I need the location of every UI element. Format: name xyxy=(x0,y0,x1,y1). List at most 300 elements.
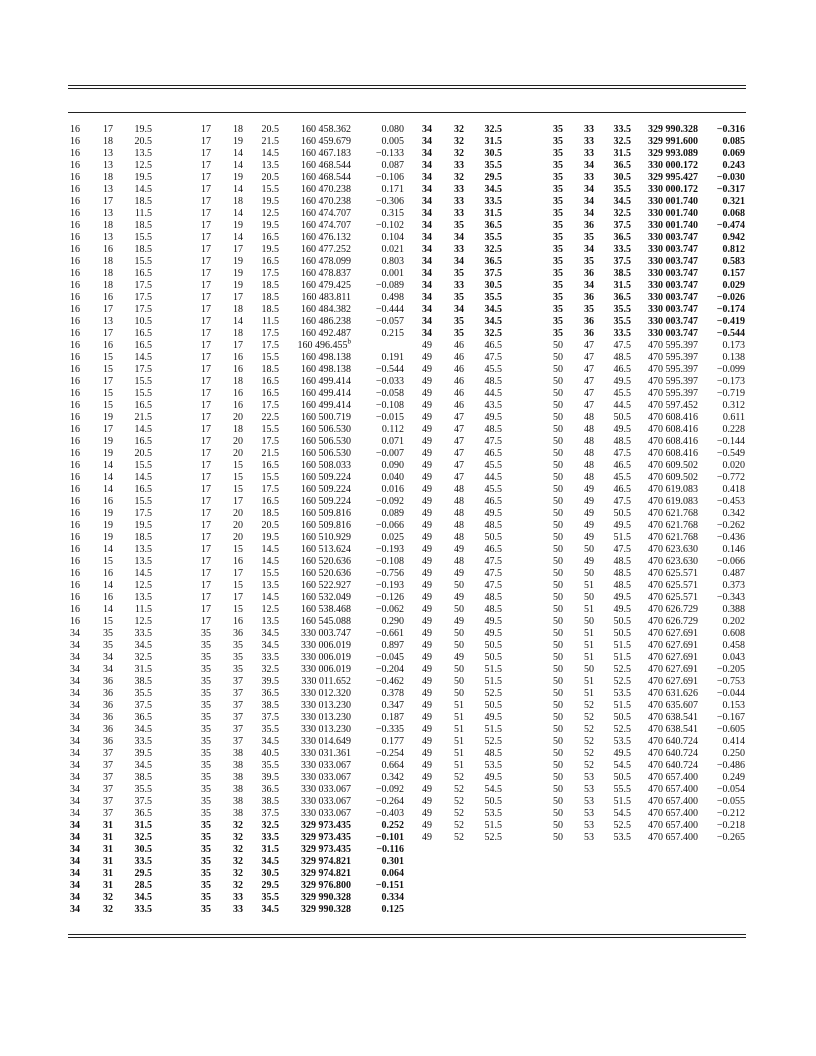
cell-residual: −0.486 xyxy=(716,760,745,771)
cell-j-lower: 35 xyxy=(553,256,563,267)
cell-j-lower: 35 xyxy=(553,268,563,279)
cell-k-upper: 15 xyxy=(103,352,113,363)
cell-j-lower: 35 xyxy=(201,844,211,855)
cell-residual: 0.418 xyxy=(722,484,745,495)
cell-f-upper: 31.5 xyxy=(484,208,502,219)
cell-k-lower: 34 xyxy=(584,280,594,291)
cell-k-lower: 19 xyxy=(233,280,243,291)
cell-frequency: 330 003.747 xyxy=(648,304,698,315)
cell-frequency: 470 638.541 xyxy=(648,712,698,723)
cell-k-upper: 35 xyxy=(454,220,464,231)
cell-f-lower: 34.5 xyxy=(261,904,279,915)
cell-residual: −0.605 xyxy=(716,724,745,735)
cell-j-upper: 34 xyxy=(70,772,80,783)
cell-residual: −0.453 xyxy=(716,496,745,507)
table-row xyxy=(0,316,816,328)
table-row xyxy=(0,460,816,472)
cell-j-upper: 49 xyxy=(422,412,432,423)
cell-f-upper: 20.5 xyxy=(134,448,152,459)
cell-f-lower: 20.5 xyxy=(261,520,279,531)
cell-residual: −0.099 xyxy=(716,364,745,375)
cell-j-upper: 49 xyxy=(422,784,432,795)
cell-j-upper: 16 xyxy=(70,424,80,435)
cell-k-lower: 14 xyxy=(233,316,243,327)
cell-j-upper: 49 xyxy=(422,724,432,735)
cell-f-upper: 21.5 xyxy=(134,412,152,423)
cell-frequency: 470 631.626 xyxy=(648,688,698,699)
cell-f-lower: 18.5 xyxy=(261,508,279,519)
cell-frequency: 329 990.328 xyxy=(301,892,351,903)
cell-k-upper: 48 xyxy=(454,532,464,543)
cell-frequency: 470 625.571 xyxy=(648,568,698,579)
cell-k-lower: 20 xyxy=(233,448,243,459)
cell-k-upper: 14 xyxy=(103,460,113,471)
cell-residual: 0.228 xyxy=(722,424,745,435)
table-row xyxy=(0,616,816,628)
cell-j-upper: 49 xyxy=(422,796,432,807)
cell-j-upper: 49 xyxy=(422,556,432,567)
cell-k-lower: 51 xyxy=(584,676,594,687)
cell-frequency: 470 657.400 xyxy=(648,820,698,831)
table-row xyxy=(0,664,816,676)
cell-residual: 0.202 xyxy=(722,616,745,627)
cell-frequency: 160 470.238 xyxy=(301,184,351,195)
cell-j-lower: 50 xyxy=(553,388,563,399)
cell-j-lower: 50 xyxy=(553,784,563,795)
cell-frequency: 329 990.328 xyxy=(301,904,351,915)
cell-frequency: 160 498.138 xyxy=(301,364,351,375)
cell-k-upper: 52 xyxy=(454,832,464,843)
cell-residual: 0.583 xyxy=(722,256,745,267)
cell-j-lower: 35 xyxy=(553,316,563,327)
cell-k-lower: 16 xyxy=(233,616,243,627)
cell-j-upper: 16 xyxy=(70,592,80,603)
cell-j-lower: 50 xyxy=(553,592,563,603)
cell-f-upper: 28.5 xyxy=(134,880,152,891)
cell-frequency: 470 595.397 xyxy=(648,340,698,351)
cell-residual: −0.055 xyxy=(716,796,745,807)
cell-f-upper: 29.5 xyxy=(484,172,502,183)
cell-residual: −0.193 xyxy=(375,544,404,555)
cell-k-upper: 18 xyxy=(103,136,113,147)
cell-f-upper: 15.5 xyxy=(134,232,152,243)
cell-k-lower: 17 xyxy=(233,292,243,303)
cell-f-lower: 51.5 xyxy=(613,700,631,711)
cell-j-lower: 50 xyxy=(553,412,563,423)
cell-f-lower: 53.5 xyxy=(613,736,631,747)
cell-j-lower: 17 xyxy=(201,232,211,243)
cell-residual: 0.069 xyxy=(722,148,745,159)
footnote-marker: b xyxy=(347,337,351,346)
cell-j-upper: 34 xyxy=(70,640,80,651)
cell-f-upper: 50.5 xyxy=(484,640,502,651)
cell-j-lower: 17 xyxy=(201,496,211,507)
cell-k-lower: 20 xyxy=(233,532,243,543)
cell-k-lower: 16 xyxy=(233,352,243,363)
cell-residual: 0.157 xyxy=(722,268,745,279)
cell-f-lower: 36.5 xyxy=(613,160,631,171)
table-row xyxy=(0,256,816,268)
cell-f-lower: 20.5 xyxy=(261,124,279,135)
cell-residual: 0.090 xyxy=(381,460,404,471)
cell-f-upper: 51.5 xyxy=(484,820,502,831)
cell-j-lower: 17 xyxy=(201,268,211,279)
cell-residual: 0.347 xyxy=(381,700,404,711)
cell-f-upper: 11.5 xyxy=(134,208,152,219)
cell-k-lower: 38 xyxy=(233,784,243,795)
cell-frequency: 160 499.414 xyxy=(301,400,351,411)
cell-k-upper: 17 xyxy=(103,328,113,339)
cell-residual: −0.264 xyxy=(375,796,404,807)
cell-j-lower: 35 xyxy=(553,136,563,147)
cell-f-upper: 44.5 xyxy=(484,472,502,483)
cell-f-upper: 35.5 xyxy=(134,688,152,699)
cell-residual: 0.001 xyxy=(381,268,404,279)
table-row xyxy=(0,604,816,616)
cell-k-lower: 35 xyxy=(584,256,594,267)
cell-k-lower: 36 xyxy=(233,628,243,639)
cell-k-lower: 47 xyxy=(584,364,594,375)
cell-k-upper: 36 xyxy=(103,676,113,687)
cell-k-lower: 35 xyxy=(233,640,243,651)
table-row xyxy=(0,700,816,712)
cell-j-lower: 35 xyxy=(553,292,563,303)
cell-j-lower: 50 xyxy=(553,352,563,363)
cell-j-upper: 49 xyxy=(422,508,432,519)
cell-j-upper: 16 xyxy=(70,136,80,147)
cell-k-lower: 33 xyxy=(584,124,594,135)
cell-residual: 0.087 xyxy=(381,160,404,171)
cell-frequency: 160 520.636 xyxy=(301,568,351,579)
cell-j-lower: 50 xyxy=(553,676,563,687)
cell-k-upper: 18 xyxy=(103,268,113,279)
table-row xyxy=(0,820,816,832)
cell-f-lower: 38.5 xyxy=(261,796,279,807)
cell-k-lower: 49 xyxy=(584,484,594,495)
cell-frequency: 330 013.230 xyxy=(301,712,351,723)
cell-f-upper: 15.5 xyxy=(134,376,152,387)
cell-j-upper: 34 xyxy=(70,664,80,675)
cell-j-upper: 34 xyxy=(422,208,432,219)
cell-f-upper: 51.5 xyxy=(484,676,502,687)
cell-k-lower: 37 xyxy=(233,700,243,711)
cell-j-lower: 35 xyxy=(201,880,211,891)
cell-j-lower: 50 xyxy=(553,700,563,711)
cell-f-upper: 48.5 xyxy=(484,424,502,435)
cell-residual: −0.205 xyxy=(716,664,745,675)
cell-residual: −0.719 xyxy=(716,388,745,399)
cell-f-lower: 36.5 xyxy=(613,292,631,303)
cell-k-lower: 50 xyxy=(584,544,594,555)
cell-k-upper: 51 xyxy=(454,724,464,735)
cell-f-lower: 11.5 xyxy=(261,316,279,327)
cell-f-lower: 46.5 xyxy=(613,460,631,471)
cell-frequency: 470 657.400 xyxy=(648,784,698,795)
cell-residual: 0.243 xyxy=(722,160,745,171)
cell-j-upper: 16 xyxy=(70,148,80,159)
cell-k-lower: 52 xyxy=(584,748,594,759)
cell-frequency: 160 509.224 xyxy=(301,484,351,495)
cell-k-lower: 32 xyxy=(233,844,243,855)
cell-j-upper: 16 xyxy=(70,472,80,483)
cell-f-upper: 51.5 xyxy=(484,724,502,735)
cell-f-lower: 15.5 xyxy=(261,424,279,435)
cell-j-lower: 17 xyxy=(201,292,211,303)
table-row xyxy=(0,388,816,400)
cell-residual: −0.066 xyxy=(716,556,745,567)
table-row xyxy=(0,208,816,220)
cell-residual: −0.204 xyxy=(375,664,404,675)
cell-k-upper: 35 xyxy=(103,628,113,639)
cell-frequency: 470 657.400 xyxy=(648,796,698,807)
cell-frequency: 160 498.138 xyxy=(301,352,351,363)
cell-frequency: 329 973.435 xyxy=(301,844,351,855)
cell-k-lower: 52 xyxy=(584,724,594,735)
cell-f-lower: 52.5 xyxy=(613,820,631,831)
cell-k-upper: 46 xyxy=(454,400,464,411)
cell-j-lower: 50 xyxy=(553,712,563,723)
cell-k-upper: 14 xyxy=(103,580,113,591)
cell-f-upper: 47.5 xyxy=(484,352,502,363)
cell-residual: 0.005 xyxy=(381,136,404,147)
cell-k-upper: 37 xyxy=(103,760,113,771)
cell-frequency: 470 595.397 xyxy=(648,364,698,375)
cell-k-lower: 16 xyxy=(233,400,243,411)
cell-frequency: 470 657.400 xyxy=(648,808,698,819)
cell-j-lower: 50 xyxy=(553,448,563,459)
cell-j-upper: 16 xyxy=(70,316,80,327)
cell-k-lower: 17 xyxy=(233,340,243,351)
cell-j-upper: 49 xyxy=(422,520,432,531)
cell-k-upper: 16 xyxy=(103,496,113,507)
cell-j-upper: 34 xyxy=(70,724,80,735)
cell-residual: 0.085 xyxy=(722,136,745,147)
cell-frequency: 160 509.224 xyxy=(301,472,351,483)
cell-f-upper: 16.5 xyxy=(134,268,152,279)
cell-j-upper: 16 xyxy=(70,580,80,591)
cell-k-upper: 51 xyxy=(454,736,464,747)
cell-j-upper: 49 xyxy=(422,568,432,579)
cell-k-upper: 35 xyxy=(454,268,464,279)
cell-residual: −0.108 xyxy=(375,556,404,567)
cell-f-upper: 11.5 xyxy=(134,604,152,615)
table-row xyxy=(0,520,816,532)
cell-f-lower: 46.5 xyxy=(613,364,631,375)
cell-f-lower: 38.5 xyxy=(613,268,631,279)
cell-residual: −0.403 xyxy=(375,808,404,819)
cell-frequency: 160 474.707 xyxy=(301,208,351,219)
cell-frequency: 470 609.502 xyxy=(648,472,698,483)
cell-f-upper: 34.5 xyxy=(484,316,502,327)
cell-f-upper: 52.5 xyxy=(484,832,502,843)
cell-residual: 0.342 xyxy=(381,772,404,783)
cell-f-lower: 34.5 xyxy=(261,856,279,867)
cell-k-lower: 53 xyxy=(584,832,594,843)
table-row xyxy=(0,892,816,904)
cell-j-lower: 50 xyxy=(553,376,563,387)
cell-residual: −0.026 xyxy=(716,292,745,303)
cell-frequency: 470 640.724 xyxy=(648,760,698,771)
cell-j-upper: 49 xyxy=(422,676,432,687)
cell-j-upper: 34 xyxy=(70,832,80,843)
cell-k-lower: 16 xyxy=(233,556,243,567)
cell-j-upper: 49 xyxy=(422,772,432,783)
cell-j-upper: 34 xyxy=(422,196,432,207)
cell-f-upper: 19.5 xyxy=(134,520,152,531)
cell-k-upper: 32 xyxy=(103,904,113,915)
cell-frequency: 160 545.088 xyxy=(301,616,351,627)
cell-f-lower: 13.5 xyxy=(261,160,279,171)
table-row xyxy=(0,304,816,316)
cell-residual: −0.265 xyxy=(716,832,745,843)
cell-j-upper: 49 xyxy=(422,436,432,447)
cell-j-lower: 35 xyxy=(201,748,211,759)
cell-residual: −0.544 xyxy=(716,328,745,339)
cell-residual: 0.171 xyxy=(381,184,404,195)
cell-j-lower: 50 xyxy=(553,520,563,531)
cell-j-upper: 16 xyxy=(70,616,80,627)
cell-frequency: 470 625.571 xyxy=(648,580,698,591)
cell-f-upper: 48.5 xyxy=(484,520,502,531)
cell-k-upper: 46 xyxy=(454,388,464,399)
cell-f-upper: 47.5 xyxy=(484,436,502,447)
table-row xyxy=(0,412,816,424)
cell-k-upper: 37 xyxy=(103,748,113,759)
cell-j-lower: 50 xyxy=(553,340,563,351)
cell-k-lower: 51 xyxy=(584,688,594,699)
cell-residual: 0.104 xyxy=(381,232,404,243)
cell-j-upper: 34 xyxy=(70,808,80,819)
cell-k-upper: 33 xyxy=(454,196,464,207)
cell-f-upper: 20.5 xyxy=(134,136,152,147)
cell-j-upper: 34 xyxy=(70,892,80,903)
table-row xyxy=(0,328,816,340)
cell-residual: 0.942 xyxy=(722,232,745,243)
cell-f-upper: 14.5 xyxy=(134,568,152,579)
table-row xyxy=(0,688,816,700)
cell-j-upper: 49 xyxy=(422,808,432,819)
cell-frequency: 330 033.067 xyxy=(301,784,351,795)
cell-k-lower: 35 xyxy=(233,652,243,663)
table-row xyxy=(0,832,816,844)
cell-k-upper: 15 xyxy=(103,616,113,627)
cell-j-lower: 50 xyxy=(553,532,563,543)
cell-f-lower: 16.5 xyxy=(261,232,279,243)
cell-j-lower: 17 xyxy=(201,304,211,315)
cell-k-lower: 48 xyxy=(584,460,594,471)
cell-f-upper: 34.5 xyxy=(134,724,152,735)
cell-f-lower: 49.5 xyxy=(613,592,631,603)
cell-f-lower: 47.5 xyxy=(613,340,631,351)
cell-k-lower: 51 xyxy=(584,628,594,639)
cell-k-lower: 51 xyxy=(584,604,594,615)
cell-j-lower: 35 xyxy=(201,856,211,867)
cell-k-upper: 13 xyxy=(103,160,113,171)
cell-k-upper: 46 xyxy=(454,364,464,375)
cell-frequency: 160 499.414 xyxy=(301,388,351,399)
cell-j-upper: 16 xyxy=(70,412,80,423)
cell-j-upper: 49 xyxy=(422,484,432,495)
cell-f-upper: 49.5 xyxy=(484,412,502,423)
cell-j-lower: 35 xyxy=(201,712,211,723)
table-row xyxy=(0,400,816,412)
top-double-rule-upper xyxy=(68,85,746,86)
cell-j-upper: 34 xyxy=(70,652,80,663)
cell-f-lower: 17.5 xyxy=(261,436,279,447)
cell-f-upper: 46.5 xyxy=(484,340,502,351)
cell-k-lower: 14 xyxy=(233,160,243,171)
cell-k-lower: 17 xyxy=(233,592,243,603)
cell-k-lower: 49 xyxy=(584,520,594,531)
cell-k-lower: 36 xyxy=(584,328,594,339)
cell-frequency: 329 974.821 xyxy=(301,868,351,879)
cell-f-lower: 15.5 xyxy=(261,184,279,195)
cell-k-lower: 18 xyxy=(233,424,243,435)
cell-f-lower: 32.5 xyxy=(613,208,631,219)
cell-j-upper: 49 xyxy=(422,400,432,411)
cell-f-lower: 48.5 xyxy=(613,556,631,567)
cell-j-lower: 17 xyxy=(201,532,211,543)
cell-k-upper: 35 xyxy=(103,640,113,651)
cell-j-upper: 16 xyxy=(70,124,80,135)
cell-residual: −0.661 xyxy=(375,628,404,639)
cell-k-lower: 18 xyxy=(233,196,243,207)
cell-f-lower: 52.5 xyxy=(613,676,631,687)
cell-f-lower: 54.5 xyxy=(613,808,631,819)
cell-k-upper: 37 xyxy=(103,796,113,807)
cell-f-upper: 45.5 xyxy=(484,460,502,471)
cell-j-lower: 50 xyxy=(553,460,563,471)
cell-f-upper: 30.5 xyxy=(484,148,502,159)
cell-residual: 0.312 xyxy=(722,400,745,411)
cell-residual: 0.029 xyxy=(722,280,745,291)
cell-f-upper: 13.5 xyxy=(134,592,152,603)
cell-f-lower: 17.5 xyxy=(261,328,279,339)
cell-j-upper: 49 xyxy=(422,688,432,699)
cell-k-upper: 51 xyxy=(454,760,464,771)
cell-f-lower: 35.5 xyxy=(261,760,279,771)
cell-k-lower: 47 xyxy=(584,376,594,387)
table-row xyxy=(0,172,816,184)
cell-j-upper: 16 xyxy=(70,532,80,543)
cell-f-lower: 16.5 xyxy=(261,496,279,507)
cell-residual: −0.462 xyxy=(375,676,404,687)
cell-k-upper: 14 xyxy=(103,604,113,615)
cell-f-upper: 10.5 xyxy=(134,316,152,327)
cell-frequency: 470 608.416 xyxy=(648,424,698,435)
cell-j-lower: 50 xyxy=(553,472,563,483)
table-right-block xyxy=(0,124,816,844)
cell-k-lower: 20 xyxy=(233,520,243,531)
cell-j-lower: 17 xyxy=(201,604,211,615)
table-row xyxy=(0,808,816,820)
table-row xyxy=(0,232,816,244)
cell-frequency: 160 520.636 xyxy=(301,556,351,567)
cell-residual: −0.057 xyxy=(375,316,404,327)
cell-f-lower: 34.5 xyxy=(261,640,279,651)
cell-frequency: 160 492.487 xyxy=(301,328,351,339)
cell-f-upper: 31.5 xyxy=(134,820,152,831)
cell-residual: −0.102 xyxy=(375,220,404,231)
cell-j-upper: 34 xyxy=(70,712,80,723)
cell-k-upper: 15 xyxy=(103,364,113,375)
cell-f-lower: 16.5 xyxy=(261,460,279,471)
cell-k-lower: 50 xyxy=(584,664,594,675)
cell-frequency: 160 532.049 xyxy=(301,592,351,603)
cell-j-lower: 17 xyxy=(201,508,211,519)
cell-j-lower: 35 xyxy=(201,640,211,651)
cell-k-upper: 50 xyxy=(454,676,464,687)
